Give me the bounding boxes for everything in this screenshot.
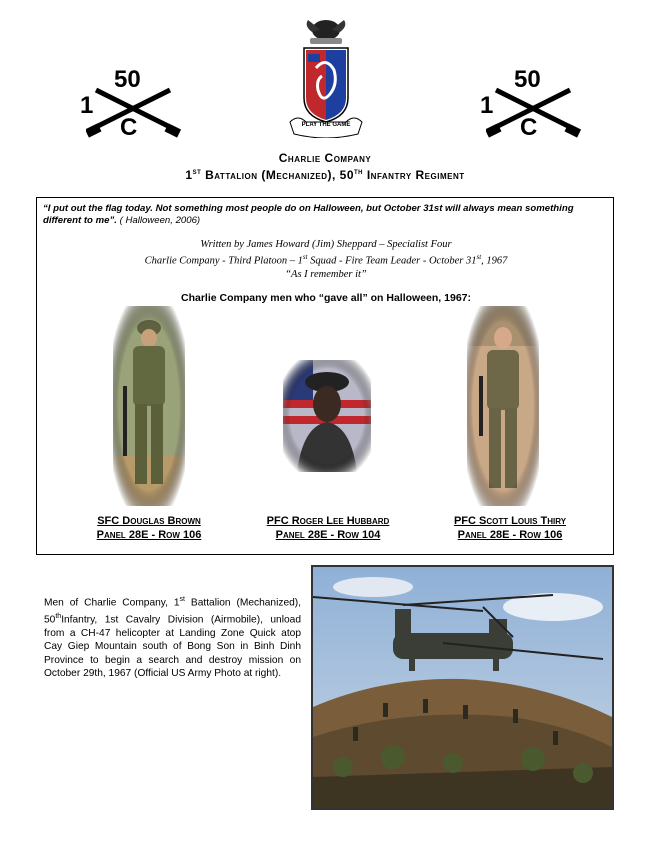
- regiment-title: 1st Battalion (Mechanized), 50th Infantry Regiment: [185, 167, 465, 182]
- regimental-crest: [286, 18, 366, 138]
- soldier-photo-brown: [113, 306, 185, 506]
- memorial-box: [36, 197, 614, 555]
- soldier-name: PFC Roger Lee Hubbard: [266, 515, 390, 527]
- soldier-photo-thiry: [467, 306, 539, 506]
- helicopter-photo: [311, 565, 614, 810]
- insignia-number: 50: [114, 66, 141, 93]
- photo-description: Men of Charlie Company, 1st Battalion (Mechanized), 50thInfantry, 1st Cavalry Division (Airmobile), unload from a CH-47 helicopter at Landing Zone Quick atop Cay Giep Mountain south of Bong Son in Binh Dinh Province to begin a search and destroy mission on October 29th, 1967 (Official US Army Photo at right).: [44, 596, 301, 680]
- soldier-caption-brown: [53, 514, 245, 542]
- crossed-rifles-insignia-right: [480, 68, 580, 148]
- author-credits: [37, 238, 615, 281]
- soldier-name: SFC Douglas Brown: [97, 515, 201, 527]
- gave-all-heading: Charlie Company men who “gave all” on Halloween, 1967:: [181, 292, 471, 304]
- insignia-number: 50: [514, 66, 541, 93]
- soldier-caption-hubbard: [223, 514, 433, 542]
- unit-line: Charlie Company - Third Platoon – 1st Squad - Fire Team Leader - October 31st, 1967: [144, 253, 508, 267]
- insignia-battalion: 1: [80, 92, 94, 119]
- crossed-rifles-insignia-left: [80, 68, 180, 148]
- company-title: Charlie Company: [278, 151, 372, 165]
- quote-text: “I put out the flag today. Not something most people do on Halloween, but October 31st will always mean something different to me”.: [43, 203, 574, 226]
- soldier-panel: Panel 28E - Row 106: [457, 529, 563, 541]
- remember-line: “As I remember it”: [285, 268, 367, 280]
- quote: [43, 203, 609, 227]
- insignia-battalion: 1: [480, 92, 494, 119]
- insignia-company: C: [120, 114, 138, 141]
- soldier-name: PFC Scott Louis Thiry: [453, 515, 567, 527]
- soldier-photo-hubbard: [283, 360, 371, 472]
- soldier-caption-thiry: [415, 514, 605, 542]
- author-line: Written by James Howard (Jim) Sheppard – Specialist Four: [200, 239, 452, 250]
- soldier-panel: Panel 28E - Row 106: [96, 529, 202, 541]
- regimental-crest-icon: [286, 18, 366, 138]
- soldier-panel: Panel 28E - Row 104: [275, 529, 381, 541]
- insignia-company: C: [520, 114, 538, 141]
- crest-motto: PLAY THE GAME: [301, 122, 351, 128]
- quote-date: ( Halloween, 2006): [116, 215, 201, 226]
